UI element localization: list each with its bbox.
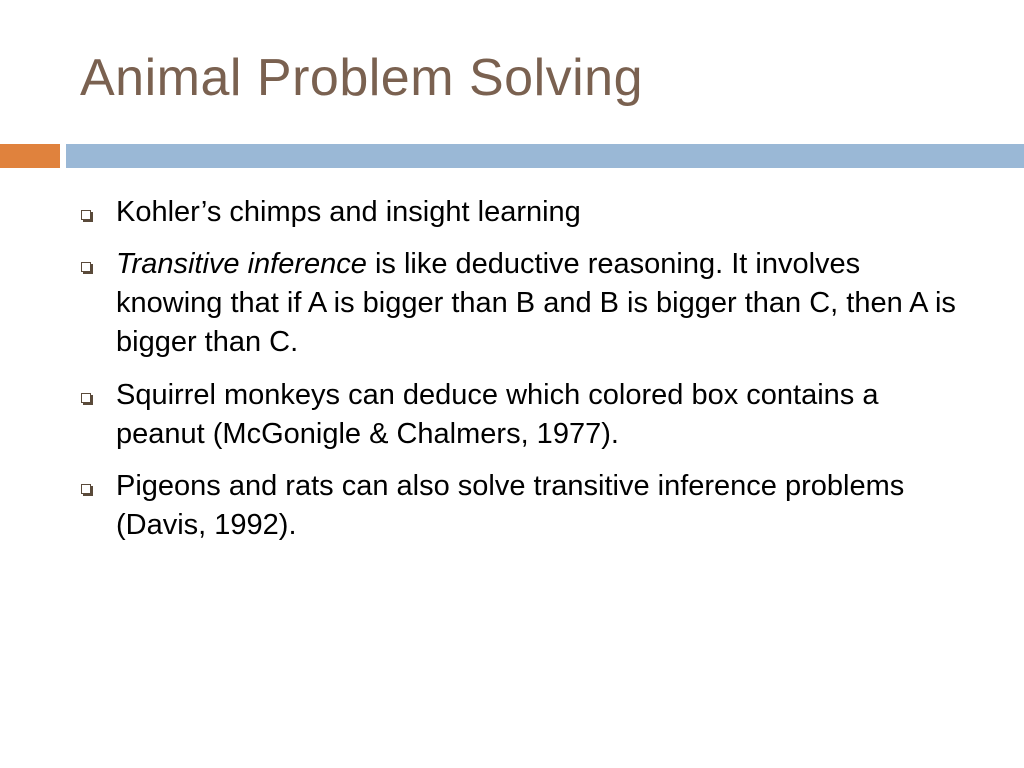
list-item — [80, 245, 960, 362]
square-bullet-icon — [81, 262, 91, 272]
title-divider-bar — [66, 144, 1024, 168]
bullet-text: is like deductive reasoning. It involves knowing that if A is bigger than B and B is bigger than C, then A is bigger than C. — [116, 248, 956, 359]
bullet-list — [80, 193, 960, 558]
list-item — [80, 376, 960, 454]
bullet-text: Kohler’s chimps and insight learning — [116, 196, 581, 228]
bullet-emphasis-text: Transitive inference — [116, 248, 367, 281]
list-item — [80, 467, 960, 545]
square-bullet-icon — [81, 484, 91, 494]
bullet-text: Squirrel monkeys can deduce which colored box contains a peanut (McGonigle & Chalmers, 1977). — [116, 378, 879, 450]
square-bullet-icon — [81, 210, 91, 220]
bullet-text: Pigeons and rats can also solve transitive inference problems (Davis, 1992). — [116, 469, 905, 541]
title-accent-bar — [0, 144, 60, 168]
slide-title: Animal Problem Solving — [80, 49, 644, 107]
list-item — [80, 193, 960, 232]
square-bullet-icon — [81, 393, 91, 403]
